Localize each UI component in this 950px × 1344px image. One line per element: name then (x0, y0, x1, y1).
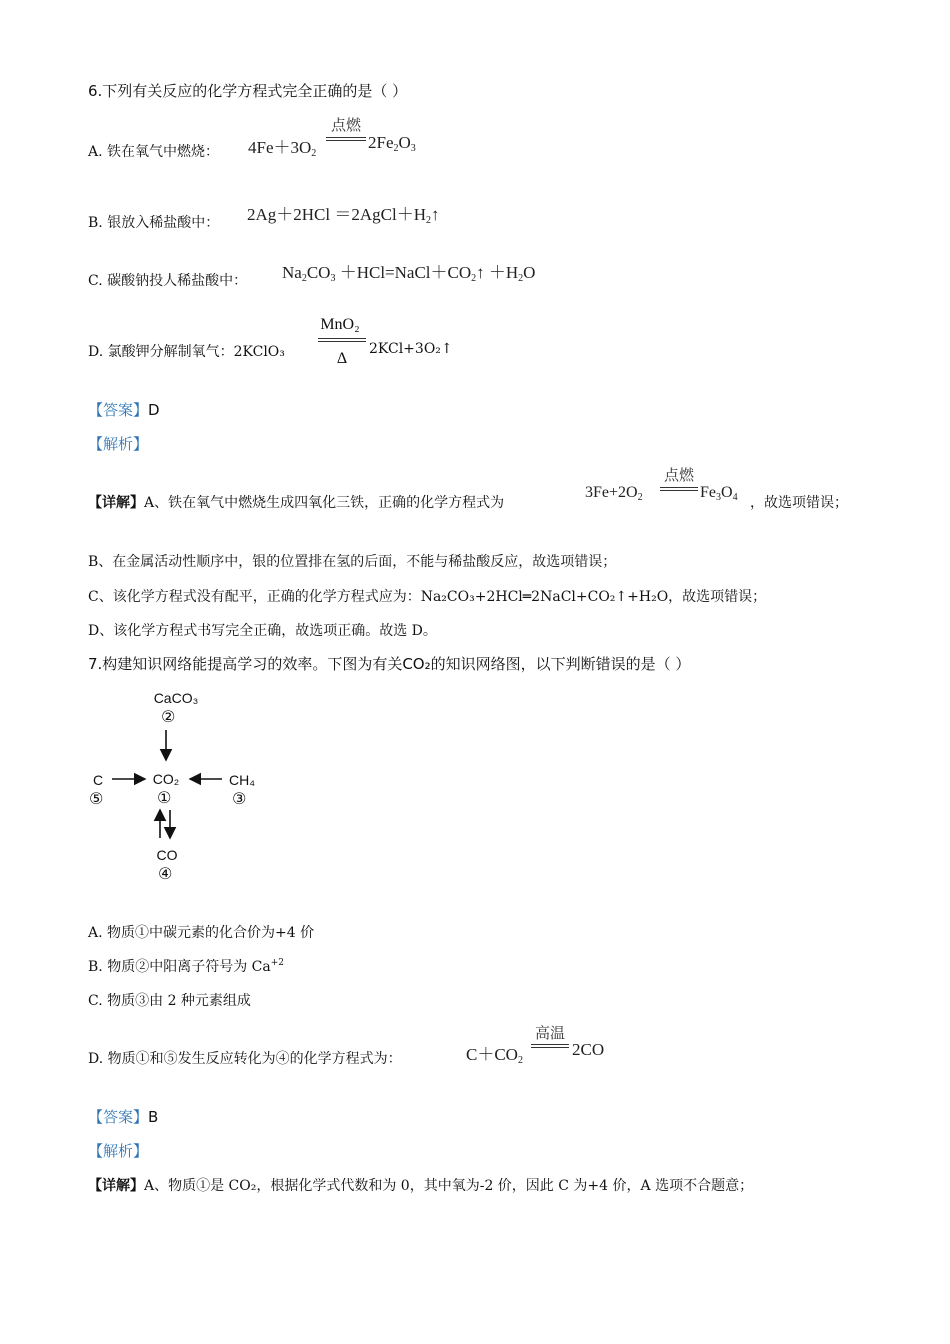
q6-option-d-label: D. 氯酸钾分解制氧气：2KClO₃ (88, 344, 285, 360)
q6-option-c-equation: $Na_2CO_3$ $+HCl=NaCl+CO_2↑ +H_2O$ (282, 263, 536, 284)
node-c-number: ⑤ (89, 789, 104, 808)
q7-answer: 【答案】B (88, 1108, 159, 1126)
node-c: C (92, 772, 104, 788)
equals-sign (326, 137, 366, 141)
equals-sign (531, 1044, 569, 1048)
q6-detail-b: B、在金属活动性顺序中，银的位置排在氢的后面，不能与稀盐酸反应，故选项错误； (88, 554, 617, 570)
node-caco3: CaCO₃ (153, 690, 199, 706)
q6-option-a-reactants: $4Fe+3O_2$ (248, 138, 317, 159)
q7-detail-a: 【详解】A、物质①是 CO₂，根据化学式代数和为 0，其中氧为-2 价，因此 C 为+4 价，A 选项不合题意； (88, 1178, 754, 1194)
node-co: CO (156, 847, 178, 863)
q7-option-b: B. 物质②中阳离子符号为 $Ca^{+2}$ (88, 958, 284, 975)
q7-option-d-product: 2CO (572, 1040, 605, 1059)
q6-option-a-product: $2Fe_2O_3$ (368, 133, 416, 154)
node-co2-number: ① (157, 788, 172, 807)
q6-detail-a-condition: 点燃 (663, 468, 694, 484)
q6-option-b-equation: $2Ag+2HCl =2AgCl+H_2↑$ (247, 205, 440, 226)
node-co-number: ④ (158, 864, 173, 883)
q7-analysis-tag: 【解析】 (88, 1142, 149, 1160)
q6-option-a-condition: 点燃 (330, 118, 361, 134)
q6-stem: 6.下列有关反应的化学方程式完全正确的是（ ） (88, 82, 408, 100)
equals-sign (318, 338, 366, 342)
q6-answer: 【答案】D (88, 401, 160, 419)
q6-option-a-label: A. 铁在氧气中燃烧： (88, 144, 220, 160)
node-co2: CO₂ (152, 771, 180, 787)
node-ch4: CH₄ (229, 772, 255, 788)
q7-option-a: A. 物质①中碳元素的化合价为+4 价 (88, 925, 315, 941)
q6-detail-a-product: $Fe_3O_4$ (700, 484, 738, 503)
q7-option-c: C. 物质③由 2 种元素组成 (88, 993, 251, 1009)
q6-analysis-tag: 【解析】 (88, 435, 149, 453)
q6-detail-d: D、该化学方程式书写完全正确，故选项正确。故选 D。 (88, 623, 437, 639)
q6-option-c-label: C. 碳酸钠投人稀盐酸中： (88, 273, 248, 289)
q6-option-b-label: B. 银放入稀盐酸中： (88, 215, 220, 231)
q7-stem: 7.构建知识网络能提高学习的效率。下图为有关CO₂的知识网络图，以下判断错误的是（ ） (88, 655, 691, 673)
q6-option-d-product: 2KCl+3O₂↑ (369, 341, 453, 357)
q7-option-d-label: D. 物质①和⑤发生反应转化为④的化学方程式为： (88, 1051, 402, 1067)
q6-detail-a-reactants: $3Fe+2O_2$ (585, 484, 643, 503)
equals-sign (660, 487, 698, 491)
q6-option-d-heat: Δ (336, 350, 348, 367)
node-caco3-number: ② (161, 707, 176, 726)
q7-option-d-condition: 高温 (534, 1026, 565, 1042)
q6-detail-c: C、该化学方程式没有配平，正确的化学方程式应为：Na₂CO₃+2HCl═2NaCl+CO₂↑+H₂O，故选项错误； (88, 589, 767, 605)
node-ch4-number: ③ (232, 789, 247, 808)
q6-detail-a-tail: ，故选项错误； (750, 495, 848, 511)
q6-option-d-catalyst: MnO₂ (320, 316, 360, 333)
q6-detail-a: 【详解】A、铁在氧气中燃烧生成四氧化三铁，正确的化学方程式为 (88, 495, 505, 511)
q7-option-d-reactants: $C+CO_2$ (466, 1045, 523, 1066)
